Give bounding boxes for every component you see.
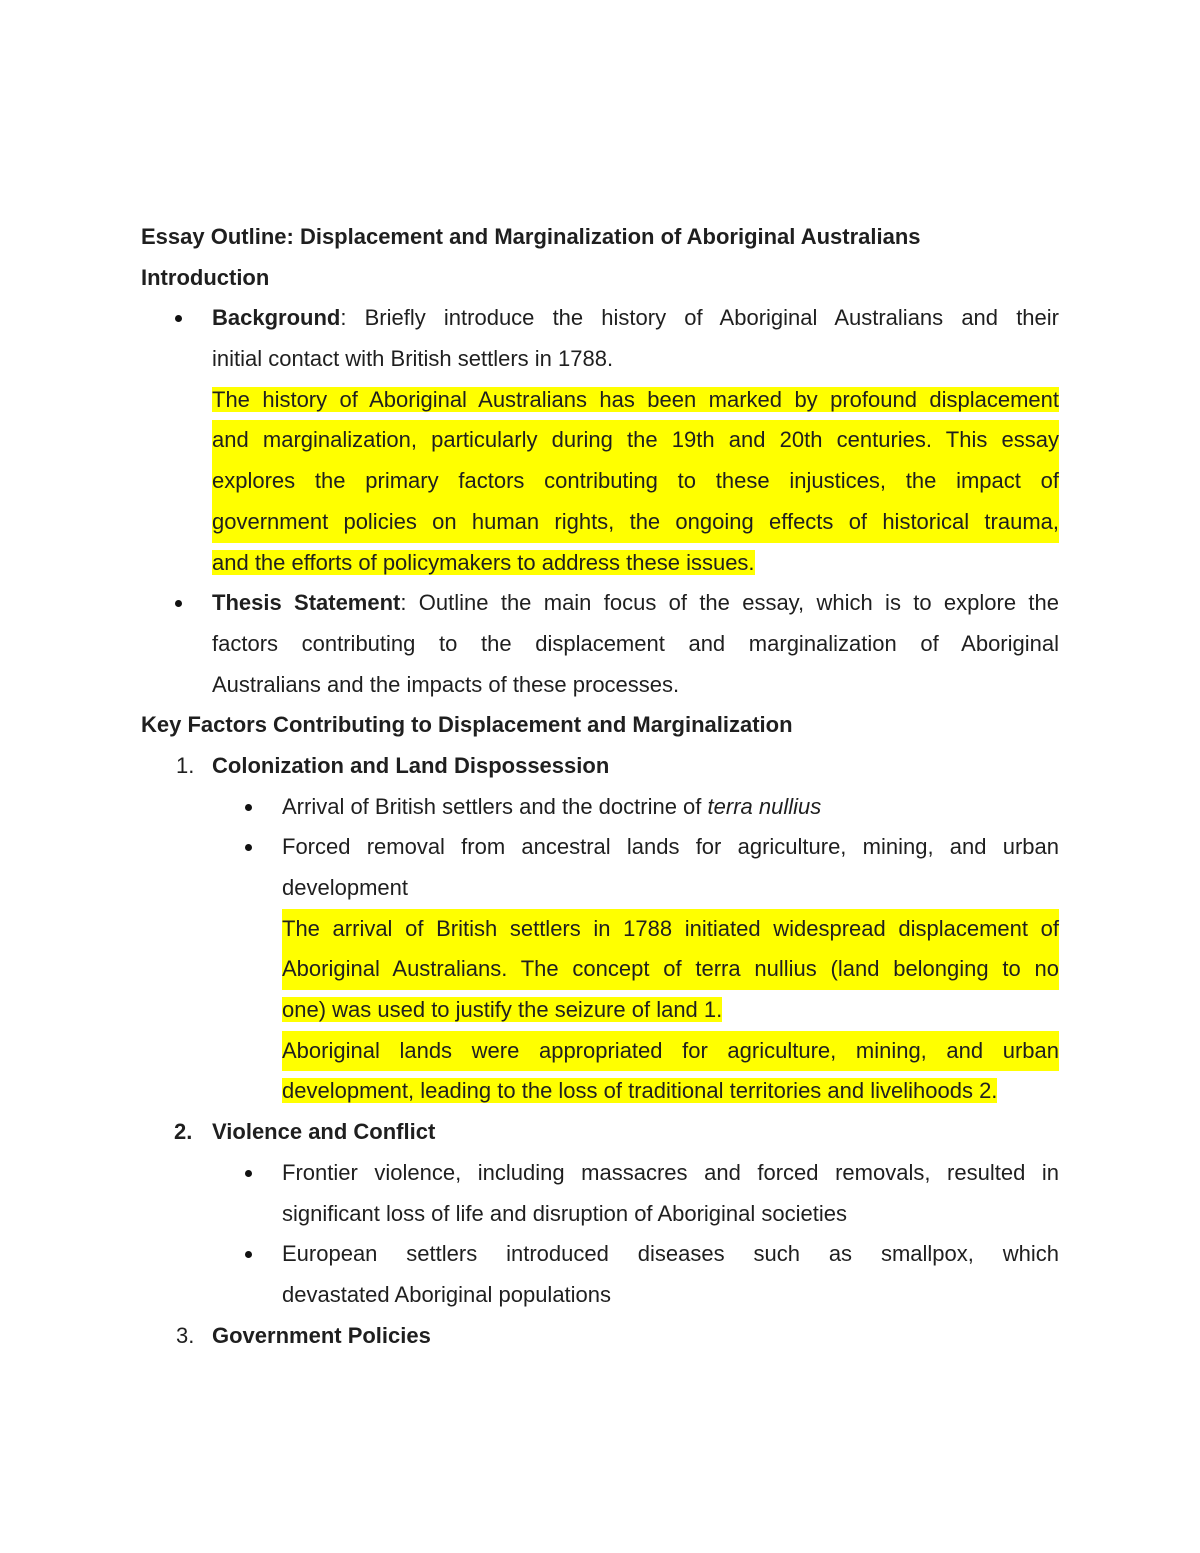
thesis-line-1: Thesis Statement: Outline the main focus of the essay, which is to explore the: [212, 590, 1059, 616]
section-number: 1.: [176, 752, 195, 778]
section-2-bullet-1-line-1: Frontier violence, including massacres and forced removals, resulted in: [282, 1159, 1059, 1185]
document-page: [141, 217, 1059, 1356]
background-highlight-line-3: explores the primary factors contributing to these injustices, the impact of: [212, 461, 1059, 502]
background-highlight-line-4: government policies on human rights, the ongoing effects of historical trauma,: [212, 502, 1059, 543]
background-highlight-line-1: The history of Aboriginal Australians has been marked by profound displacement: [212, 386, 1059, 412]
background-line-1: Background: Briefly introduce the history of Aboriginal Australians and their: [212, 305, 1059, 331]
section-2-bullet-2: [141, 1234, 1059, 1315]
section-1-highlight-1-line-2: Aboriginal Australians. The concept of terra nullius (land belonging to no: [282, 949, 1059, 990]
section-number: 2.: [174, 1119, 193, 1145]
section-1-heading: Colonization and Land Dispossession: [212, 752, 610, 778]
key-factors-heading: Key Factors Contributing to Displacement and Marginalization: [141, 712, 793, 738]
section-1: [141, 746, 1059, 787]
background-line-2: initial contact with British settlers in 1788.: [212, 346, 614, 372]
section-1-bullet-1-text: Arrival of British settlers and the doctrine of terra nullius: [282, 793, 822, 819]
background-highlight-line-2: and marginalization, particularly during the 19th and 20th centuries. This essay: [212, 420, 1059, 461]
section-1-bullet-2-line-2: development: [282, 875, 408, 901]
section-1-highlight-1-line-1: The arrival of British settlers in 1788 initiated widespread displacement of: [282, 909, 1059, 950]
section-1-bullet-2: [141, 827, 1059, 1112]
section-2-bullet-2-line-2: devastated Aboriginal populations: [282, 1281, 612, 1307]
intro-heading: Introduction: [141, 264, 270, 290]
thesis-line-3: Australians and the impacts of these processes.: [212, 671, 680, 697]
background-label: Background: [212, 305, 341, 331]
section-3: [141, 1316, 1059, 1357]
terra-nullius-italic: terra nullius: [707, 793, 822, 819]
thesis-label: Thesis Statement: [212, 590, 401, 616]
section-1-bullet-2-line-1: Forced removal from ancestral lands for agriculture, mining, and urban: [282, 834, 1059, 860]
section-2-heading: Violence and Conflict: [212, 1119, 436, 1145]
section-1-highlight-2-line-2: development, leading to the loss of traditional territories and livelihoods 2.: [282, 1078, 998, 1104]
thesis-item: [141, 583, 1059, 705]
section-1-highlight-1-line-3: one) was used to justify the seizure of land 1.: [282, 997, 723, 1023]
document-title: Essay Outline: Displacement and Marginalization of Aboriginal Australians: [141, 224, 921, 249]
section-2-bullet-2-line-1: European settlers introduced diseases such as smallpox, which: [282, 1241, 1059, 1267]
section-3-heading: Government Policies: [212, 1322, 431, 1348]
thesis-line-2: factors contributing to the displacement and marginalization of Aboriginal: [212, 630, 1059, 656]
section-number: 3.: [176, 1322, 195, 1348]
section-1-bullet-1: [141, 787, 1059, 828]
background-item: [141, 298, 1059, 583]
section-2: [141, 1112, 1059, 1153]
background-highlight-line-5: and the efforts of policymakers to address these issues.: [212, 549, 755, 575]
section-2-bullet-1-line-2: significant loss of life and disruption of Aboriginal societies: [282, 1200, 847, 1226]
section-2-bullet-1: [141, 1153, 1059, 1234]
section-1-highlight-2-line-1: Aboriginal lands were appropriated for agriculture, mining, and urban: [282, 1031, 1059, 1072]
